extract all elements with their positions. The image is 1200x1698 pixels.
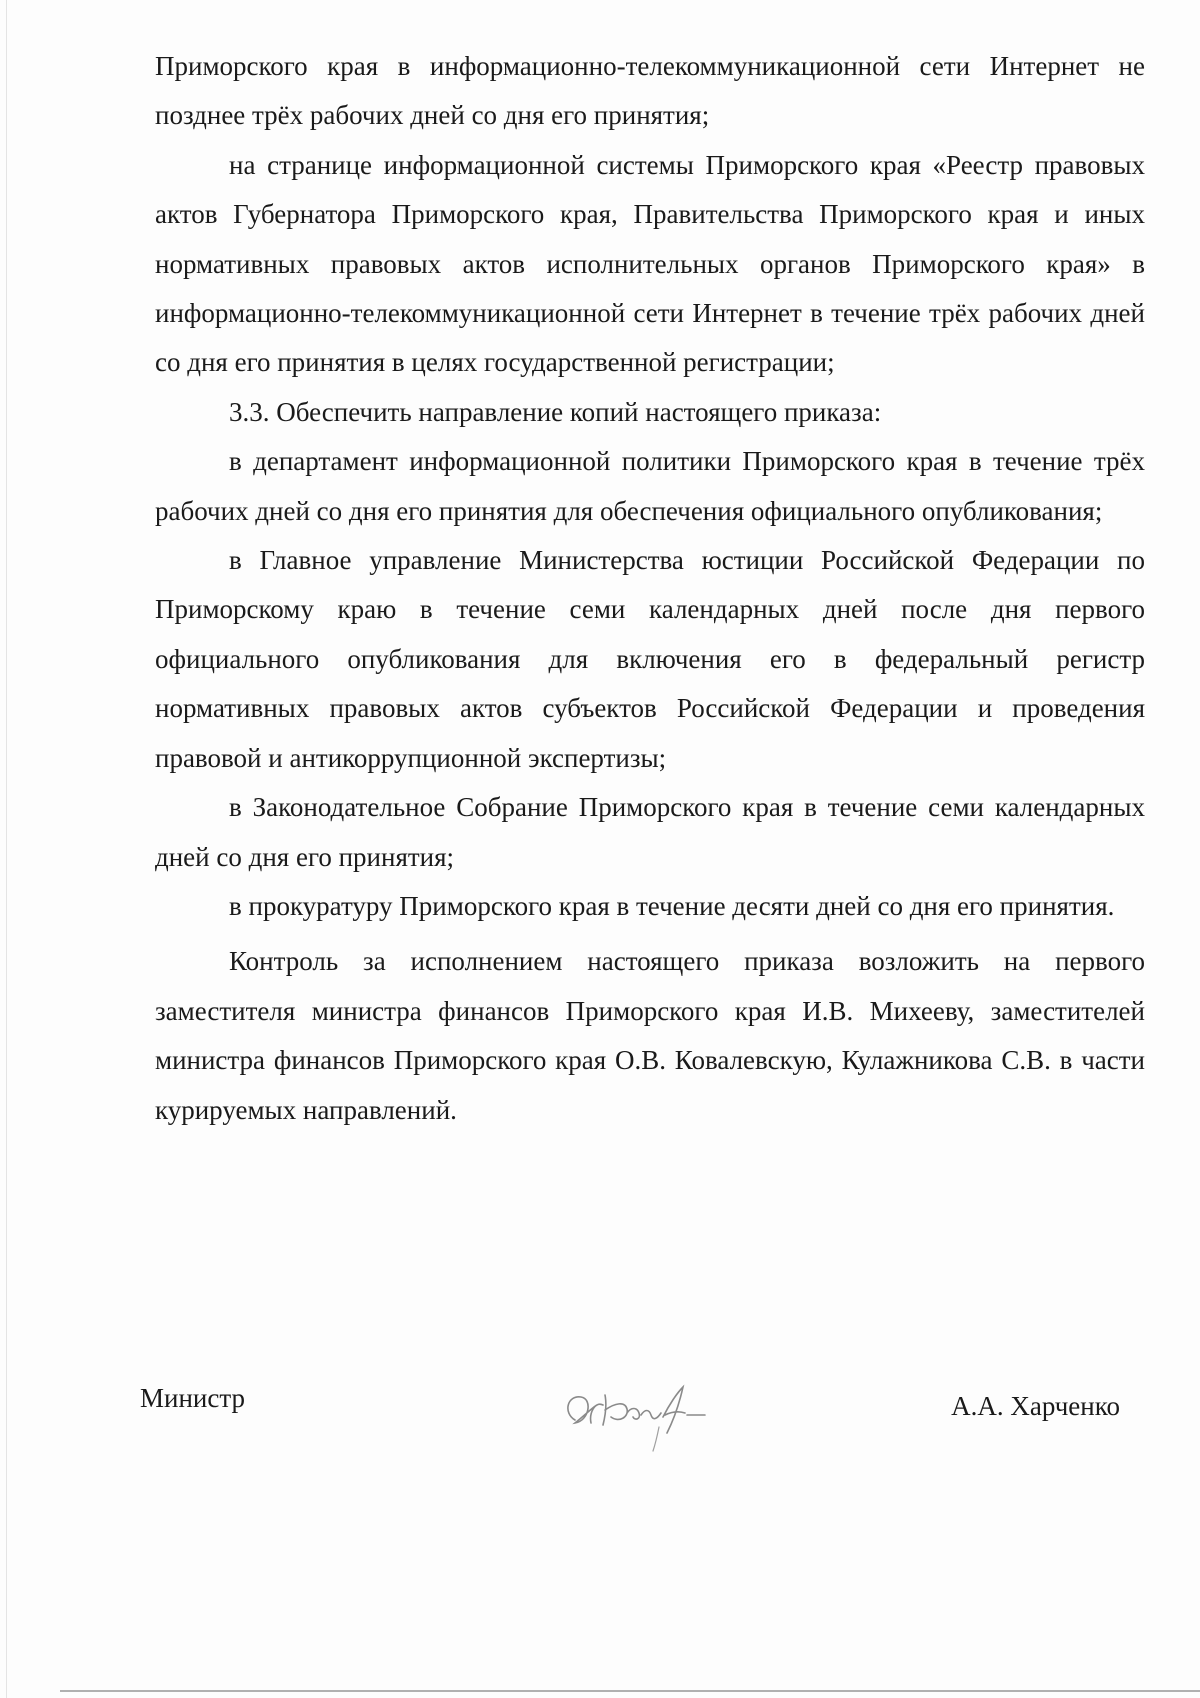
paragraph-8: Контроль за исполнением настоящего приказа возложить на первого заместителя министра финансов Приморского края И.В. Михееву, заместителей министра финансов Приморского края О.В. Ковалевскую, Кулажникова С.В. в части курируемых направлений. (155, 946, 1145, 1125)
signature-block (140, 1365, 1120, 1465)
paragraph-5: в Главное управление Министерства юстиции Российской Федерации по Приморскому краю в течение семи календарных дней после дня первого официального опубликования для включения его в федеральный регистр нормативных правовых актов субъектов Российской Федерации и проведения правовой и антикоррупционной экспертизы; (155, 545, 1145, 773)
paragraph-3: 3.3. Обеспечить направление копий настоящего приказа: (229, 396, 882, 427)
scan-left-edge (6, 0, 7, 1698)
paragraph-6: в Законодательное Собрание Приморского края в течение семи календарных дней со дня его принятия; (155, 792, 1145, 872)
scan-bottom-edge (60, 1690, 1200, 1692)
signer-name: А.А. Харченко (951, 1391, 1120, 1421)
paragraph-2: на странице информационной системы Приморского края «Реестр правовых актов Губернатора Приморского края, Правительства Приморского края и иных нормативных правовых актов исполнительных органов Приморского края» в информационно-телекоммуникационной сети Интернет в течение трёх рабочих дней со дня его принятия в целях государственной регистрации; (155, 149, 1145, 378)
paragraph-7: в прокуратуру Приморского края в течение десяти дней со дня его принятия. (229, 890, 1115, 921)
paragraph-1: Приморского края в информационно-телекоммуникационной сети Интернет не позднее трёх рабочих дней со дня его принятия; (155, 51, 1145, 131)
paragraph-4: в департамент информационной политики Приморского края в течение трёх рабочих дней со дня его принятия для обеспечения официального опубликования; (155, 446, 1145, 526)
document-body (155, 42, 1145, 1135)
signer-position: Министр (140, 1383, 245, 1413)
handwritten-signature (545, 1365, 745, 1465)
